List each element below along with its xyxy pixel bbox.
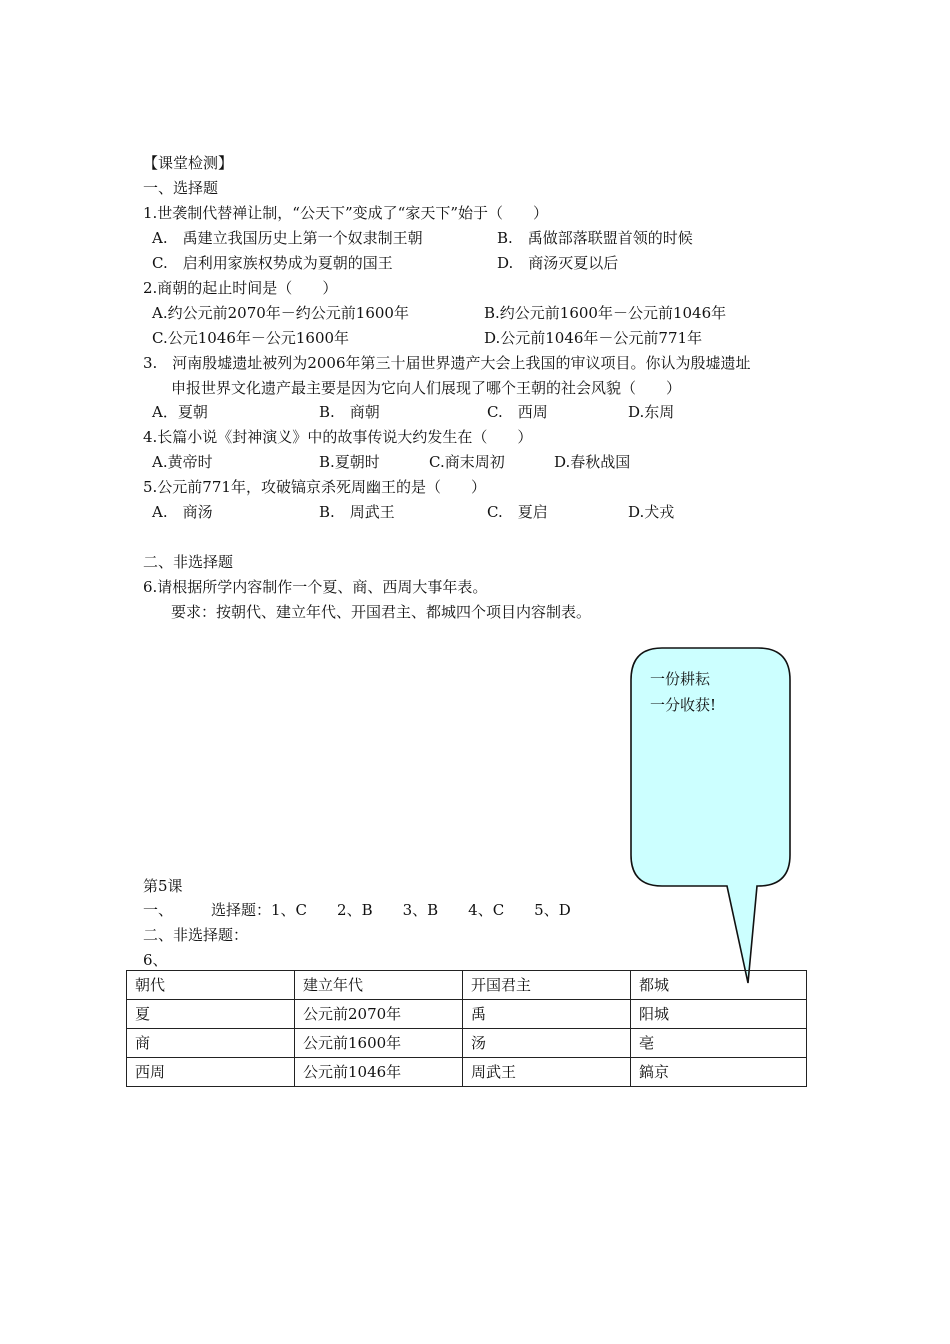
table-header-cell: 建立年代 <box>295 971 463 1000</box>
part1-title: 一、选择题 <box>143 179 219 197</box>
table-cell: 夏 <box>127 1000 295 1029</box>
question-2-stem: 2.商朝的起止时间是（ ） <box>143 279 338 297</box>
question-4-option-c: C.商末周初 <box>429 453 505 471</box>
question-4-option-a: A.黄帝时 <box>152 453 213 471</box>
table-cell: 亳 <box>631 1029 807 1058</box>
bubble-line-2: 一分收获! <box>650 696 717 714</box>
table-row <box>127 1058 807 1087</box>
question-3-option-c: C. 西周 <box>487 403 548 421</box>
table-cell: 西周 <box>127 1058 295 1087</box>
question-1-option-b: B. 禹做部落联盟首领的时候 <box>497 229 693 247</box>
question-4-stem: 4.长篇小说《封神演义》中的故事传说大约发生在（ ） <box>143 428 533 446</box>
question-6-requirement: 要求：按朝代、建立年代、开国君主、都城四个项目内容制表。 <box>171 603 592 621</box>
question-1-option-c: C. 启利用家族权势成为夏朝的国王 <box>152 254 393 272</box>
table-cell: 周武王 <box>463 1058 631 1087</box>
question-3-option-d: D.东周 <box>628 403 675 421</box>
question-5-option-d: D.犬戎 <box>628 503 675 521</box>
section-title: 【课堂检测】 <box>143 154 234 172</box>
question-3-stem-line2: 申报世界文化遗产最主要是因为它向人们展现了哪个王朝的社会风貌（ ） <box>171 379 682 397</box>
answers-part2-label: 二、非选择题： <box>143 926 249 944</box>
question-1-stem: 1.世袭制代替禅让制，“公天下”变成了“家天下”始于（ ） <box>143 204 548 222</box>
dynasty-table <box>126 970 807 1087</box>
table-row <box>127 1029 807 1058</box>
question-5-option-c: C. 夏启 <box>487 503 548 521</box>
question-5-option-a: A. 商汤 <box>152 503 213 521</box>
part2-title: 二、非选择题 <box>143 553 234 571</box>
answers-part1-text: 选择题：1、C 2、B 3、B 4、C 5、D <box>211 901 571 919</box>
question-3-stem: 3. 河南殷墟遗址被列为2006年第三十届世界遗产大会上我国的审议项目。你认为殷墟遗址 <box>143 354 751 372</box>
answers-part1-label: 一、 <box>143 901 174 919</box>
table-cell: 公元前1600年 <box>295 1029 463 1058</box>
table-cell: 商 <box>127 1029 295 1058</box>
question-5-stem: 5.公元前771年，攻破镐京杀死周幽王的是（ ） <box>143 478 486 496</box>
table-header-row <box>127 971 807 1000</box>
table-cell: 汤 <box>463 1029 631 1058</box>
table-cell: 公元前2070年 <box>295 1000 463 1029</box>
question-1-option-d: D. 商汤灭夏以后 <box>497 254 619 272</box>
question-2-option-b: B.约公元前1600年－公元前1046年 <box>484 304 727 322</box>
question-2-option-c: C.公元1046年－公元1600年 <box>152 329 350 347</box>
question-5-option-b: B. 周武王 <box>319 503 395 521</box>
table-header-cell: 都城 <box>631 971 807 1000</box>
table-row <box>127 1000 807 1029</box>
question-4-option-b: B.夏朝时 <box>319 453 380 471</box>
question-6-stem: 6.请根据所学内容制作一个夏、商、西周大事年表。 <box>143 578 488 596</box>
bubble-line-1: 一份耕耘 <box>650 670 711 688</box>
question-4-option-d: D.春秋战国 <box>554 453 631 471</box>
table-header-cell: 朝代 <box>127 971 295 1000</box>
question-1-option-a: A. 禹建立我国历史上第一个奴隶制王朝 <box>152 229 423 247</box>
answers-lesson: 第5课 <box>143 877 183 895</box>
answers-q6-label: 6、 <box>143 951 168 969</box>
table-header-cell: 开国君主 <box>463 971 631 1000</box>
question-2-option-d: D.公元前1046年－公元前771年 <box>484 329 703 347</box>
question-3-option-a: A．夏朝 <box>152 403 208 421</box>
table-cell: 禹 <box>463 1000 631 1029</box>
question-2-option-a: A.约公元前2070年－约公元前1600年 <box>152 304 409 322</box>
question-3-option-b: B. 商朝 <box>319 403 380 421</box>
table-cell: 阳城 <box>631 1000 807 1029</box>
table-cell: 鎬京 <box>631 1058 807 1087</box>
table-cell: 公元前1046年 <box>295 1058 463 1087</box>
